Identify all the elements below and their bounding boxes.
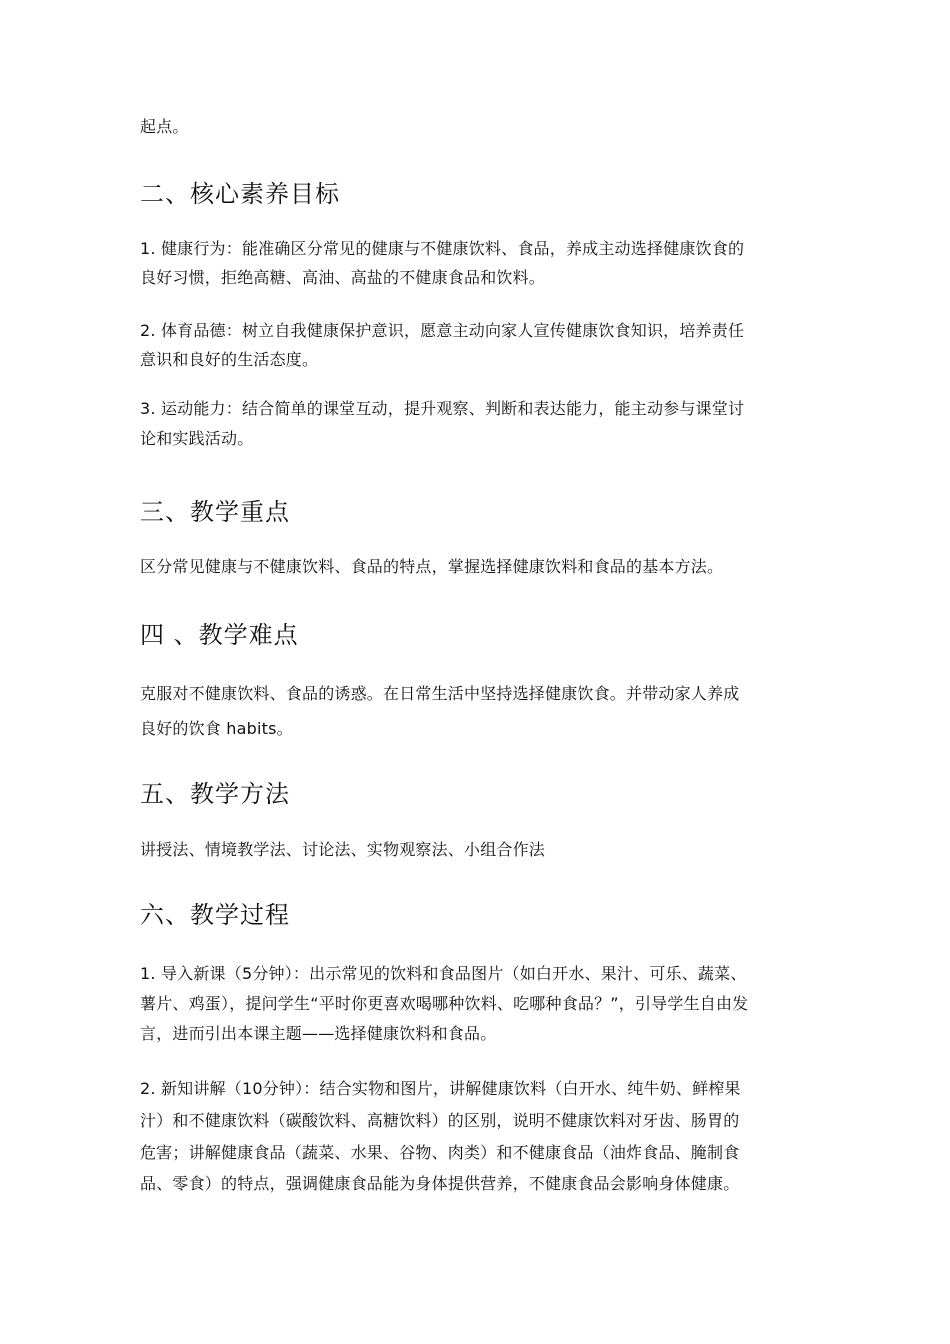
process-2-line-2: 汁）和不健康饮料（碳酸饮料、高糖饮料）的区别，说明不健康饮料对牙齿、肠胃的 [140,1111,740,1130]
goal-1-line-2: 良好习惯，拒绝高糖、高油、高盐的不健康食品和饮料。 [140,268,546,287]
intro-text: 起点。 [140,117,189,136]
methods-text: 讲授法、情境教学法、讨论法、实物观察法、小组合作法 [140,840,546,859]
process-2-line-3: 危害；讲解健康食品（蔬菜、水果、谷物、肉类）和不健康食品（油炸食品、腌制食 [140,1143,740,1162]
section-heading-key-points: 三、教学重点 [140,498,290,526]
goal-3-line-2: 论和实践活动。 [140,429,254,448]
section-heading-core-goals: 二、核心素养目标 [140,180,340,208]
goal-2-line-2: 意识和良好的生活态度。 [140,350,319,369]
process-1-line-2: 薯片、鸡蛋），提问学生“平时你更喜欢喝哪种饮料、吃哪种食品？”，引导学生自由发 [140,994,749,1013]
goal-2-line-1: 2. 体育品德：树立自我健康保护意识，愿意主动向家人宣传健康饮食知识，培养责任 [140,321,745,340]
process-2-line-1: 2. 新知讲解（10分钟）：结合实物和图片，讲解健康饮料（白开水、纯牛奶、鲜榨果 [140,1079,741,1098]
key-points-text: 区分常见健康与不健康饮料、食品的特点，掌握选择健康饮料和食品的基本方法。 [140,557,724,576]
section-heading-process: 六、教学过程 [140,901,290,929]
difficulties-line-2: 良好的饮食 habits。 [140,719,293,738]
process-1-line-3: 言，进而引出本课主题——选择健康饮料和食品。 [140,1024,497,1043]
goal-1-line-1: 1. 健康行为：能准确区分常见的健康与不健康饮料、食品，养成主动选择健康饮食的 [140,239,745,258]
process-1-line-1: 1. 导入新课（5分钟）：出示常见的饮料和食品图片（如白开水、果汁、可乐、蔬菜、 [140,964,747,983]
section-heading-difficulties: 四 、教学难点 [140,621,299,649]
process-2-line-4: 品、零食）的特点，强调健康食品能为身体提供营养，不健康食品会影响身体健康。 [140,1174,740,1193]
difficulties-line-1: 克服对不健康饮料、食品的诱惑。在日常生活中坚持选择健康饮食。并带动家人养成 [140,684,740,703]
section-heading-methods: 五、教学方法 [140,780,290,808]
goal-3-line-1: 3. 运动能力：结合简单的课堂互动，提升观察、判断和表达能力，能主动参与课堂讨 [140,399,745,418]
